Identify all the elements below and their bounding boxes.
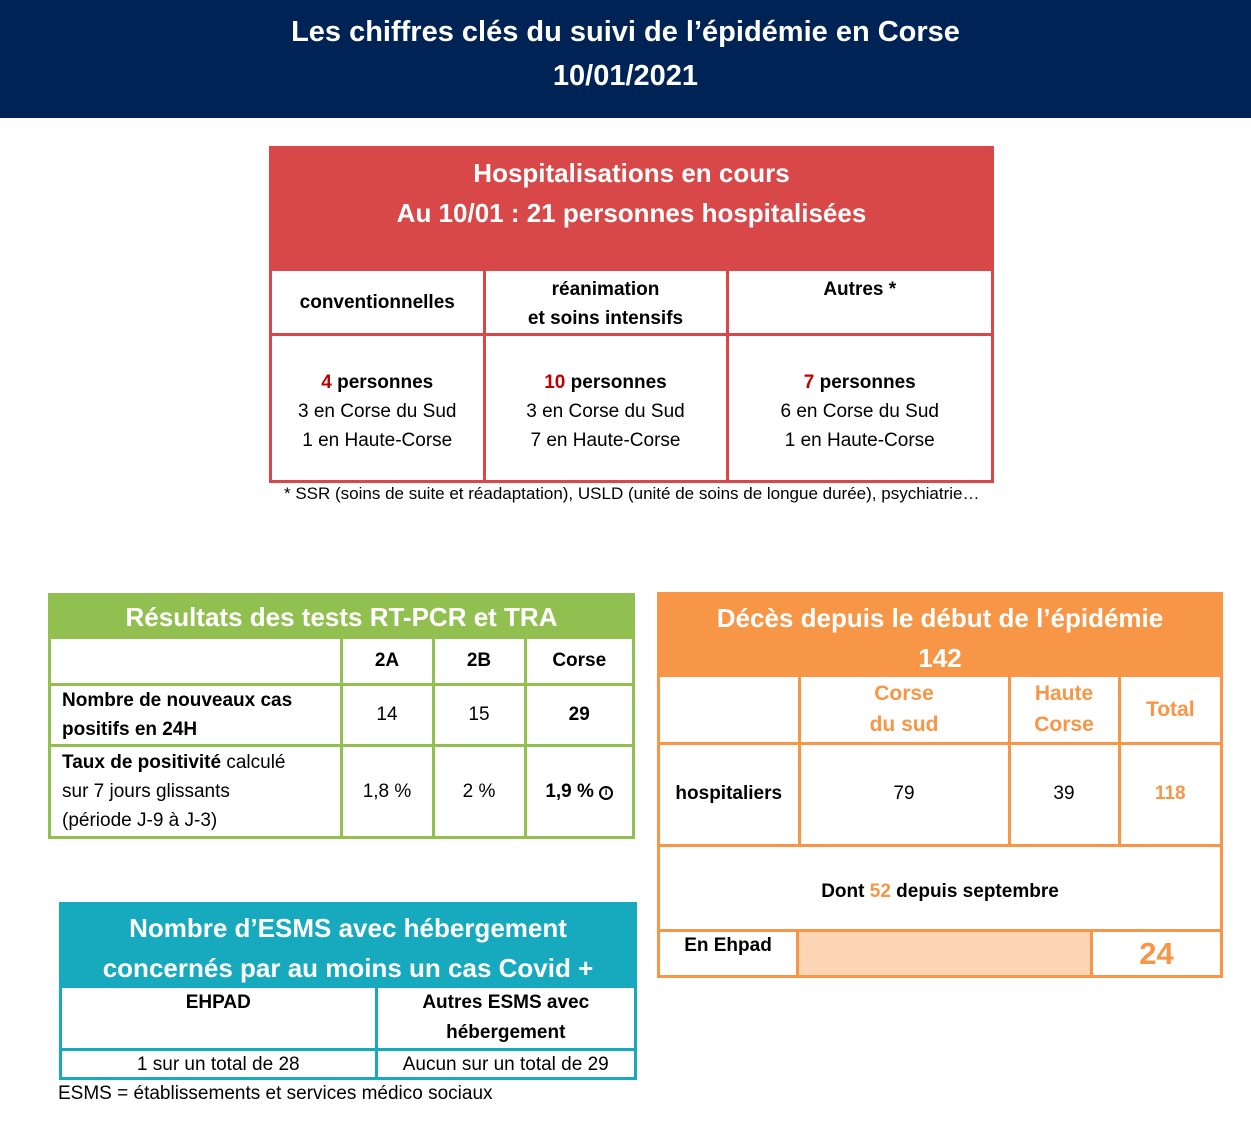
tests-table: [51, 639, 632, 837]
table-header-row: [660, 677, 1220, 743]
cell-reanimation: 10 personnes 3 en Corse du Sud 7 en Haute-Corse: [484, 335, 727, 483]
ehpad-value: 24: [1139, 936, 1174, 971]
page-banner: [0, 0, 1251, 118]
col-header-autres-esms: Autres ESMS avec hébergement: [376, 988, 634, 1050]
ehpad-row: [660, 929, 1220, 975]
info-icon: i: [599, 786, 613, 800]
col-header-haute-corse: Haute Corse: [1009, 677, 1119, 743]
ehpad-filler: [799, 932, 1093, 975]
cell-2b: 2 %: [433, 745, 525, 837]
cell-corse: 29: [525, 684, 632, 745]
esms-title-line2: concernés par au moins un cas Covid +: [102, 953, 594, 983]
cell-corse: 1,9 % i: [525, 745, 632, 837]
col-header-empty: [660, 677, 799, 743]
tests-panel: [48, 593, 635, 839]
col-header-empty: [51, 639, 341, 684]
hospitalisations-subtitle: Au 10/01 : 21 personnes hospitalisées: [396, 198, 867, 228]
cell-haute-corse: 39: [1009, 743, 1119, 845]
row-label-taux-positivite: Taux de positivité calculé sur 7 jours glissants (période J-9 à J-3): [51, 745, 341, 837]
cell-autres: 7 personnes 6 en Corse du Sud 1 en Haute-Corse: [727, 335, 991, 483]
hospitalisations-title: Hospitalisations en cours: [473, 158, 790, 188]
row-label-nouveaux-cas: Nombre de nouveaux cas positifs en 24H: [51, 684, 341, 745]
page-date: 10/01/2021: [552, 60, 699, 92]
page-title: Les chiffres clés du suivi de l’épidémie en Corse: [291, 16, 960, 48]
col-header-autres: Autres *: [727, 271, 991, 335]
cell-2a: 1,8 %: [341, 745, 433, 837]
table-row: [660, 743, 1220, 845]
hospitalisations-header: [272, 149, 991, 271]
esms-title-line1: Nombre d’ESMS avec hébergement: [129, 913, 567, 943]
esms-header: [62, 905, 634, 988]
deces-table: [660, 677, 1220, 847]
table-row: [51, 684, 632, 745]
col-header-2a: 2A: [341, 639, 433, 684]
cell-2b: 15: [433, 684, 525, 745]
esms-panel: [59, 902, 637, 1080]
cell-ehpad: 1 sur un total de 28: [62, 1050, 376, 1080]
deces-total: 142: [918, 643, 962, 673]
hospitalisations-footnote: * SSR (soins de suite et réadaptation), USLD (unité de soins de longue durée), psychiatrie…: [284, 484, 980, 503]
table-row: [62, 1050, 634, 1080]
table-header-row: [272, 271, 991, 335]
col-header-2b: 2B: [433, 639, 525, 684]
deces-header: [660, 595, 1220, 677]
tests-title: Résultats des tests RT-PCR et TRA: [51, 596, 632, 639]
row-label-hospitaliers: hospitaliers: [660, 743, 799, 845]
hospitalisations-table: [272, 271, 991, 483]
col-header-corse: Corse: [525, 639, 632, 684]
table-header-row: [62, 988, 634, 1050]
cell-2a: 14: [341, 684, 433, 745]
col-header-ehpad: EHPAD: [62, 988, 376, 1050]
ehpad-label: En Ehpad: [660, 932, 799, 975]
esms-footnote: ESMS = établissements et services médico sociaux: [58, 1083, 493, 1104]
col-header-conventionnelles: conventionnelles: [272, 271, 484, 335]
deces-title: Décès depuis le début de l’épidémie: [716, 603, 1164, 633]
table-row: [272, 335, 991, 483]
col-header-corse-du-sud: Corse du sud: [799, 677, 1009, 743]
cell-corse-du-sud: 79: [799, 743, 1009, 845]
col-header-total: Total: [1119, 677, 1220, 743]
table-row: [51, 745, 632, 837]
deces-panel: [657, 592, 1223, 978]
cell-conventionnelles: 4 personnes 3 en Corse du Sud 1 en Haute-Corse: [272, 335, 484, 483]
cell-total: 118: [1119, 743, 1220, 845]
hospitalisations-panel: [269, 146, 994, 483]
esms-table: [62, 988, 634, 1080]
deces-depuis-septembre: Dont 52 depuis septembre: [821, 880, 1059, 902]
table-header-row: [51, 639, 632, 684]
cell-autres-esms: Aucun sur un total de 29: [376, 1050, 634, 1080]
col-header-reanimation: réanimation et soins intensifs: [484, 271, 727, 335]
